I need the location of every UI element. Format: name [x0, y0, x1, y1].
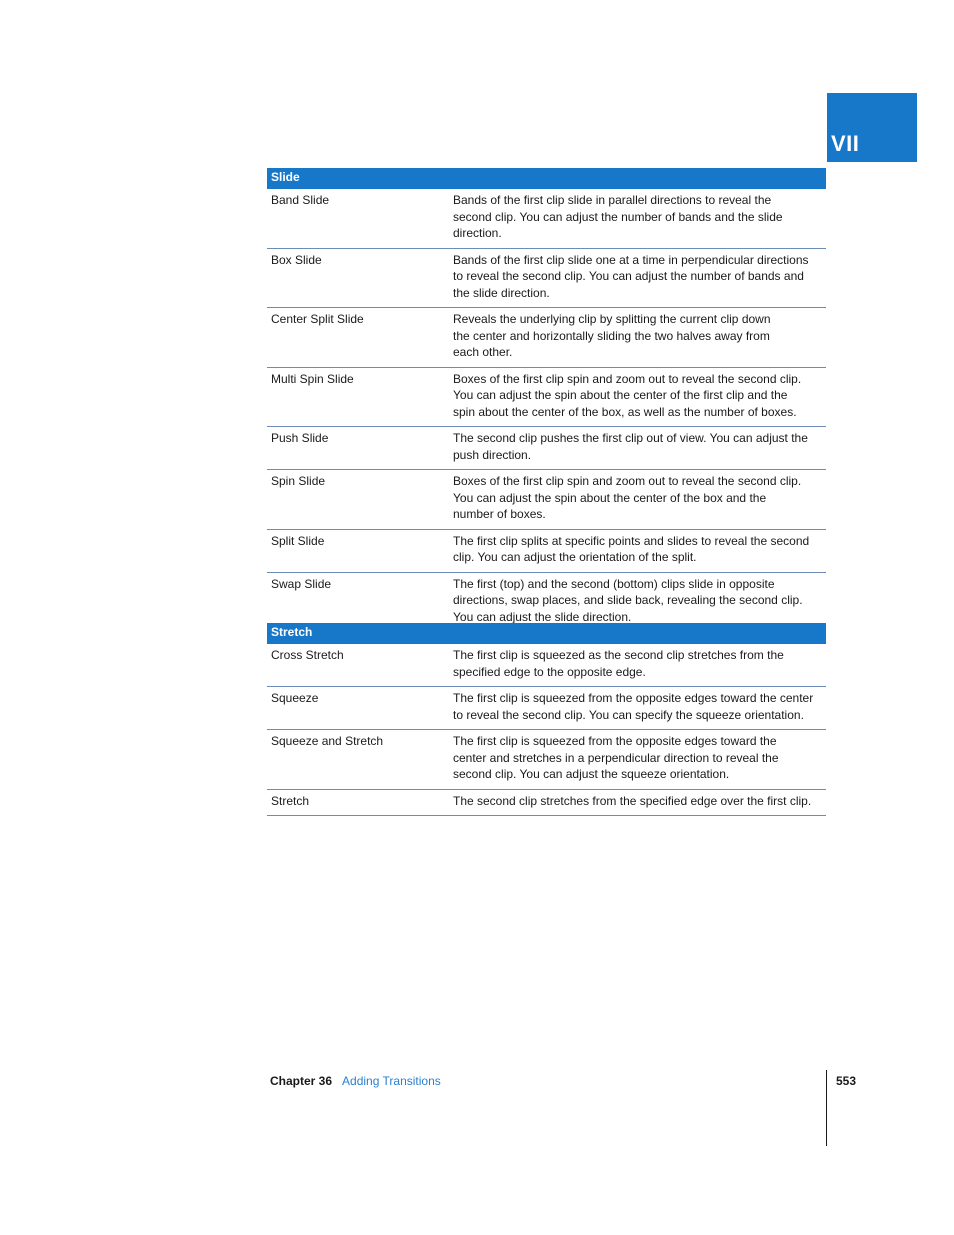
chapter-label: Chapter 36: [270, 1074, 333, 1088]
transition-description: [453, 251, 826, 302]
transition-description: [453, 472, 826, 523]
table-row: [267, 644, 826, 687]
transition-name: Cross Stretch: [271, 648, 344, 662]
transition-description: [453, 429, 826, 463]
transition-description: [453, 575, 826, 626]
transition-description: [453, 191, 826, 242]
transition-name: Squeeze: [271, 691, 319, 705]
description-line: Boxes of the first clip spin and zoom out to reveal the second clip.: [453, 474, 802, 488]
stretch-table-rows: [267, 644, 826, 816]
description-line: specified edge to the opposite edge.: [453, 664, 646, 679]
description-line: to reveal the second clip. You can adjust the number of bands and: [453, 269, 804, 283]
transition-description: [453, 310, 826, 361]
description-line: You can adjust the slide direction.: [453, 609, 632, 624]
table-row: [267, 470, 826, 530]
table-row: [267, 687, 826, 730]
page-number: 553: [836, 1074, 857, 1088]
description-line: each other.: [453, 345, 513, 359]
transition-name: Spin Slide: [271, 474, 326, 488]
table-row: [267, 249, 826, 309]
transition-name: Box Slide: [271, 252, 322, 267]
table-row: [267, 368, 826, 428]
description-line: Bands of the first clip slide one at a time in perpendicular directions: [453, 252, 809, 267]
footer-divider: [826, 1070, 827, 1146]
description-line: the slide direction.: [453, 285, 550, 300]
transition-description: [453, 732, 826, 783]
table-row: [267, 427, 826, 470]
description-line: The first (top) and the second (bottom) clips slide in opposite: [453, 576, 775, 591]
description-line: number of boxes.: [453, 507, 546, 521]
description-line: push direction.: [453, 447, 532, 462]
description-line: to reveal the second clip. You can specify the squeeze orientation.: [453, 707, 804, 722]
description-line: The first clip is squeezed from the opposite edges toward the center: [453, 691, 814, 705]
chapter-title-link[interactable]: Adding Transitions: [342, 1074, 441, 1088]
description-line: second clip. You can adjust the squeeze orientation.: [453, 767, 730, 781]
table-row: [267, 730, 826, 790]
part-tab: VII: [827, 93, 917, 162]
description-line: Reveals the underlying clip by splitting the current clip down: [453, 312, 771, 326]
description-line: Boxes of the first clip spin and zoom out to reveal the second clip.: [453, 371, 802, 386]
transition-name: Band Slide: [271, 193, 330, 207]
transition-name: Multi Spin Slide: [271, 371, 354, 386]
transition-description: [453, 646, 826, 680]
description-line: Bands of the first clip slide in parallel directions to reveal the: [453, 193, 772, 207]
transition-name: Swap Slide: [271, 576, 332, 591]
transition-description: [453, 792, 826, 810]
table-row: [267, 189, 826, 249]
transition-name: Push Slide: [271, 431, 329, 445]
slide-table-header: Slide: [267, 168, 826, 189]
transition-description: [453, 532, 826, 566]
table-row: [267, 530, 826, 573]
description-line: The second clip stretches from the specified edge over the first clip.: [453, 793, 812, 808]
page-footer: [270, 1073, 441, 1089]
stretch-table: [267, 623, 826, 816]
description-line: You can adjust the spin about the center of the first clip and the: [453, 388, 788, 402]
description-line: spin about the center of the box, as well as the number of boxes.: [453, 404, 797, 419]
slide-table: [267, 168, 826, 632]
transition-name: Stretch: [271, 793, 310, 808]
transition-name: Center Split Slide: [271, 312, 364, 326]
description-line: The first clip splits at specific points and slides to reveal the second: [453, 533, 810, 548]
description-line: the center and horizontally sliding the two halves away from: [453, 328, 770, 343]
transition-description: [453, 370, 826, 421]
table-row: [267, 308, 826, 368]
transition-description: [453, 689, 826, 723]
table-row: [267, 790, 826, 817]
description-line: The first clip is squeezed from the opposite edges toward the: [453, 734, 777, 748]
description-line: directions, swap places, and slide back, revealing the second clip.: [453, 593, 803, 607]
stretch-table-header: Stretch: [267, 623, 826, 644]
description-line: You can adjust the spin about the center of the box and the: [453, 490, 767, 505]
description-line: The first clip is squeezed as the second clip stretches from the: [453, 648, 784, 662]
transition-name: Squeeze and Stretch: [271, 734, 384, 748]
description-line: clip. You can adjust the orientation of the split.: [453, 550, 697, 564]
description-line: direction.: [453, 226, 502, 240]
description-line: center and stretches in a perpendicular direction to reveal the: [453, 750, 779, 765]
slide-table-rows: [267, 189, 826, 632]
description-line: second clip. You can adjust the number of bands and the slide: [453, 209, 783, 224]
transition-name: Split Slide: [271, 533, 325, 548]
description-line: The second clip pushes the first clip out of view. You can adjust the: [453, 431, 808, 445]
